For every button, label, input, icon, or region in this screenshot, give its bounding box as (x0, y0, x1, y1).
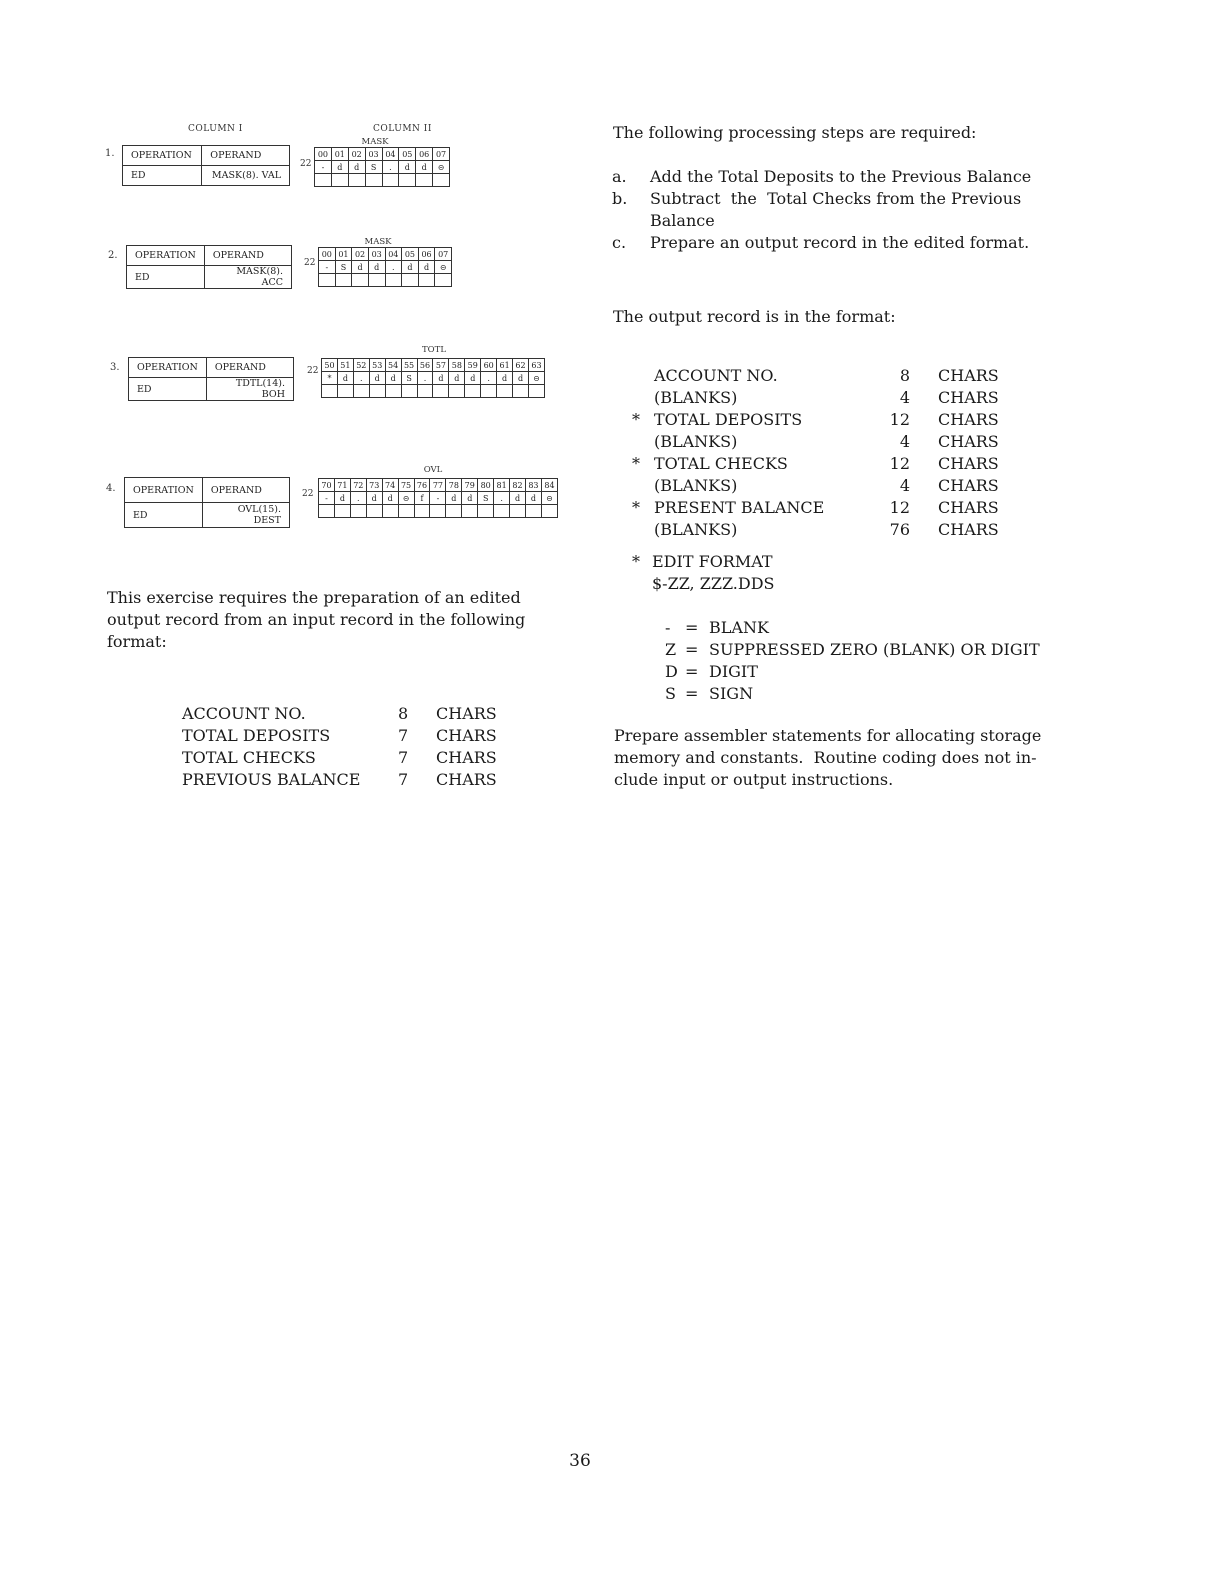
address-cell: 78 (446, 479, 462, 492)
address-cell: 05 (399, 148, 416, 161)
output-intro: The output record is in the format: (613, 307, 896, 326)
char-cell: d (334, 492, 350, 505)
legend-symbol: S (665, 684, 676, 703)
empty-cell (510, 505, 526, 518)
field-size: 7 (398, 726, 409, 745)
column-ii-header: COLUMN II (373, 124, 432, 134)
address-cell: 50 (322, 359, 338, 372)
empty-cell (334, 505, 350, 518)
empty-cell (478, 505, 494, 518)
address-cell: 07 (433, 148, 450, 161)
exercise-1-side-number: 22 (300, 159, 312, 169)
star-marker (632, 365, 654, 387)
steps-list (612, 166, 1072, 254)
address-cell: 56 (417, 359, 433, 372)
exercise-4-operation-table (124, 477, 290, 528)
empty-cell (414, 505, 430, 518)
field-unit: CHARS (436, 748, 497, 767)
address-cell: 05 (402, 248, 419, 261)
char-cell: ⊝ (528, 372, 544, 385)
operation-header: OPERATION (125, 478, 203, 503)
empty-cell (417, 385, 433, 398)
operation-header: OPERATION (123, 146, 202, 166)
char-cell: . (481, 372, 497, 385)
field-name: PREVIOUS BALANCE (182, 770, 361, 789)
field-name: ACCOUNT NO. (654, 366, 778, 385)
address-cell: 06 (418, 248, 435, 261)
star-marker: * (632, 552, 640, 571)
output-format-row (632, 387, 999, 409)
edit-format-pattern: $-ZZ, ZZZ.DDS (652, 574, 775, 593)
exercise-2-side-number: 22 (304, 258, 316, 268)
output-format-row (632, 497, 999, 519)
output-format-row (632, 453, 999, 475)
star-marker (632, 519, 654, 541)
empty-cell (462, 505, 478, 518)
address-cell: 70 (319, 479, 335, 492)
empty-cell (435, 274, 452, 287)
char-cell: ⊝ (541, 492, 557, 505)
char-cell: d (385, 372, 401, 385)
char-cell: . (417, 372, 433, 385)
exercise-3-grid-label: TOTL (422, 345, 446, 355)
description-line-2: output record from an input record in the following (107, 610, 526, 629)
empty-cell (352, 274, 369, 287)
char-cell: S (401, 372, 417, 385)
address-cell: 04 (382, 148, 399, 161)
operand-header: OPERAND (202, 146, 290, 166)
char-cell: d (446, 492, 462, 505)
address-cell: 04 (385, 248, 402, 261)
address-cell: 74 (382, 479, 398, 492)
char-cell: - (319, 261, 336, 274)
empty-cell (366, 505, 382, 518)
output-format-row (632, 409, 999, 431)
legend-symbol: - (665, 618, 671, 637)
address-cell: 59 (465, 359, 481, 372)
description-line-1: This exercise requires the preparation of an edited (107, 588, 521, 607)
empty-cell (382, 505, 398, 518)
star-marker: * (632, 454, 640, 473)
field-size: 12 (889, 410, 910, 429)
address-cell: 03 (365, 148, 382, 161)
address-cell: 63 (528, 359, 544, 372)
legend-symbol: D (665, 662, 678, 681)
legend-row (665, 617, 1040, 639)
operation-value: ED (129, 378, 207, 401)
legend (665, 617, 1040, 705)
field-unit: CHARS (938, 454, 999, 473)
field-unit: CHARS (436, 726, 497, 745)
operand-header: OPERAND (204, 246, 291, 266)
char-cell: d (433, 372, 449, 385)
empty-cell (416, 174, 433, 187)
field-name: ACCOUNT NO. (182, 704, 306, 723)
exercise-3-operation-table (128, 357, 294, 401)
closing-line-2: memory and constants. Routine coding does not in- (614, 748, 1037, 767)
field-name: (BLANKS) (654, 432, 738, 451)
star-marker: * (632, 410, 640, 429)
legend-equals: = (685, 618, 699, 637)
step-letter: b. (612, 189, 628, 208)
empty-cell (348, 174, 365, 187)
step-b-continued (612, 210, 1072, 232)
address-cell: 77 (430, 479, 446, 492)
empty-cell (399, 174, 416, 187)
char-cell: ⊝ (433, 161, 450, 174)
empty-cell (350, 505, 366, 518)
legend-row (665, 661, 1040, 683)
operation-value: ED (125, 503, 203, 528)
empty-cell (525, 505, 541, 518)
step-text: Prepare an output record in the edited format. (650, 233, 1030, 252)
output-format-row (632, 519, 999, 541)
address-cell: 82 (510, 479, 526, 492)
legend-equals: = (685, 662, 699, 681)
step-text: Subtract the Total Checks from the Previous (650, 189, 1022, 208)
field-name: (BLANKS) (654, 388, 738, 407)
exercise-4-grid (318, 478, 558, 518)
exercise-2-number: 2. (108, 250, 118, 261)
address-cell: 83 (525, 479, 541, 492)
exercise-4-side-number: 22 (302, 489, 314, 499)
char-cell: . (382, 161, 399, 174)
char-cell: . (494, 492, 510, 505)
field-size: 8 (899, 366, 910, 385)
address-cell: 84 (541, 479, 557, 492)
input-format-list (182, 703, 497, 791)
char-cell: - (315, 161, 332, 174)
address-cell: 60 (481, 359, 497, 372)
operand-value: MASK(8). ACC (204, 266, 291, 289)
char-cell: - (319, 492, 335, 505)
empty-cell (449, 385, 465, 398)
operation-header: OPERATION (127, 246, 205, 266)
legend-meaning: DIGIT (709, 662, 758, 681)
empty-cell (322, 385, 338, 398)
star-marker (632, 387, 654, 409)
address-cell: 75 (398, 479, 414, 492)
empty-cell (418, 274, 435, 287)
char-cell: d (416, 161, 433, 174)
empty-cell (398, 505, 414, 518)
empty-cell (433, 385, 449, 398)
exercise-1-grid (314, 147, 450, 187)
address-cell: 81 (494, 479, 510, 492)
legend-meaning: SIGN (709, 684, 754, 703)
field-name: (BLANKS) (654, 520, 738, 539)
exercise-description (107, 587, 567, 653)
address-cell: 00 (319, 248, 336, 261)
field-unit: CHARS (938, 410, 999, 429)
char-cell: d (352, 261, 369, 274)
operand-value: OVL(15). DEST (202, 503, 289, 528)
field-unit: CHARS (938, 476, 999, 495)
exercise-2-grid (318, 247, 452, 287)
star-marker (632, 431, 654, 453)
step-a (612, 166, 1072, 188)
edit-format (632, 551, 774, 595)
output-format-row (632, 475, 999, 497)
legend-equals: = (685, 684, 699, 703)
empty-cell (528, 385, 544, 398)
empty-cell (365, 174, 382, 187)
char-cell: S (365, 161, 382, 174)
step-c (612, 232, 1072, 254)
field-name: TOTAL DEPOSITS (182, 726, 331, 745)
field-unit: CHARS (938, 366, 999, 385)
empty-cell (433, 174, 450, 187)
empty-cell (335, 274, 352, 287)
address-cell: 01 (331, 148, 348, 161)
exercise-1-number: 1. (105, 148, 115, 159)
closing-line-1: Prepare assembler statements for allocating storage (614, 726, 1042, 745)
address-cell: 53 (369, 359, 385, 372)
empty-cell (368, 274, 385, 287)
empty-cell (385, 274, 402, 287)
empty-cell (353, 385, 369, 398)
description-line-3: format: (107, 632, 167, 651)
field-unit: CHARS (938, 432, 999, 451)
input-format-row (182, 725, 497, 747)
empty-cell (402, 274, 419, 287)
empty-cell (430, 505, 446, 518)
exercise-3-number: 3. (110, 362, 120, 373)
char-cell: d (510, 492, 526, 505)
step-text: Balance (650, 211, 715, 230)
char-cell: S (478, 492, 494, 505)
exercise-1-grid-label: MASK (361, 137, 389, 147)
edit-format-title: EDIT FORMAT (652, 552, 773, 571)
address-cell: 54 (385, 359, 401, 372)
address-cell: 61 (497, 359, 513, 372)
char-cell: ⊝ (398, 492, 414, 505)
input-format-row (182, 747, 497, 769)
char-cell: ⊝ (435, 261, 452, 274)
char-cell: d (369, 372, 385, 385)
operation-value: ED (123, 166, 202, 186)
page-number: 36 (569, 1451, 591, 1471)
address-cell: 03 (368, 248, 385, 261)
char-cell: d (337, 372, 353, 385)
field-size: 4 (899, 388, 910, 407)
empty-cell (315, 174, 332, 187)
input-format-row (182, 703, 497, 725)
address-cell: 58 (449, 359, 465, 372)
legend-meaning: SUPPRESSED ZERO (BLANK) OR DIGIT (709, 640, 1040, 659)
address-cell: 57 (433, 359, 449, 372)
field-size: 12 (889, 498, 910, 517)
empty-cell (337, 385, 353, 398)
char-cell: d (465, 372, 481, 385)
exercise-4-grid-label: OVL (423, 465, 443, 475)
char-cell: d (418, 261, 435, 274)
legend-symbol: Z (665, 640, 677, 659)
char-cell: d (348, 161, 365, 174)
step-text: Add the Total Deposits to the Previous Balance (650, 167, 1032, 186)
empty-cell (541, 505, 557, 518)
operand-header: OPERAND (202, 478, 289, 503)
empty-cell (401, 385, 417, 398)
empty-cell (331, 174, 348, 187)
field-unit: CHARS (938, 520, 999, 539)
field-unit: CHARS (436, 704, 497, 723)
operation-value: ED (127, 266, 205, 289)
legend-row (665, 683, 1040, 705)
address-cell: 01 (335, 248, 352, 261)
address-cell: 72 (350, 479, 366, 492)
field-unit: CHARS (436, 770, 497, 789)
char-cell: d (513, 372, 529, 385)
field-size: 4 (899, 432, 910, 451)
address-cell: 55 (401, 359, 417, 372)
output-format-list (632, 365, 999, 541)
field-name: TOTAL DEPOSITS (654, 410, 803, 429)
empty-cell (465, 385, 481, 398)
empty-cell (494, 505, 510, 518)
char-cell: f (414, 492, 430, 505)
char-cell: . (350, 492, 366, 505)
exercise-3-side-number: 22 (307, 366, 319, 376)
char-cell: d (449, 372, 465, 385)
step-letter: a. (612, 167, 627, 186)
star-marker: * (632, 498, 640, 517)
exercise-2-operation-table (126, 245, 292, 289)
address-cell: 71 (334, 479, 350, 492)
char-cell: . (385, 261, 402, 274)
field-unit: CHARS (938, 498, 999, 517)
char-cell: d (399, 161, 416, 174)
legend-meaning: BLANK (709, 618, 769, 637)
empty-cell (319, 274, 336, 287)
address-cell: 02 (352, 248, 369, 261)
char-cell: d (331, 161, 348, 174)
address-cell: 51 (337, 359, 353, 372)
field-size: 7 (398, 748, 409, 767)
step-letter: c. (612, 233, 627, 252)
steps-intro: The following processing steps are required: (613, 123, 977, 142)
empty-cell (385, 385, 401, 398)
field-size: 8 (398, 704, 409, 723)
operand-value: TDTL(14). BOH (206, 378, 293, 401)
field-name: (BLANKS) (654, 476, 738, 495)
field-size: 4 (899, 476, 910, 495)
address-cell: 02 (348, 148, 365, 161)
char-cell: . (353, 372, 369, 385)
empty-cell (382, 174, 399, 187)
char-cell: - (430, 492, 446, 505)
empty-cell (513, 385, 529, 398)
address-cell: 00 (315, 148, 332, 161)
char-cell: * (322, 372, 338, 385)
field-size: 76 (889, 520, 910, 539)
address-cell: 07 (435, 248, 452, 261)
column-i-header: COLUMN I (188, 124, 243, 134)
field-size: 12 (889, 454, 910, 473)
step-b (612, 188, 1072, 210)
address-cell: 73 (366, 479, 382, 492)
legend-row (665, 639, 1040, 661)
address-cell: 80 (478, 479, 494, 492)
star-marker (632, 475, 654, 497)
address-cell: 52 (353, 359, 369, 372)
exercise-3-grid (321, 358, 545, 398)
input-format-row (182, 769, 497, 791)
empty-cell (319, 505, 335, 518)
field-name: TOTAL CHECKS (654, 454, 788, 473)
closing-paragraph (614, 725, 1074, 791)
exercise-4-number: 4. (106, 483, 116, 494)
address-cell: 06 (416, 148, 433, 161)
output-format-row (632, 431, 999, 453)
char-cell: d (402, 261, 419, 274)
char-cell: d (366, 492, 382, 505)
closing-line-3: clude input or output instructions. (614, 770, 894, 789)
address-cell: 62 (513, 359, 529, 372)
exercise-2-grid-label: MASK (364, 237, 392, 247)
empty-cell (446, 505, 462, 518)
operation-header: OPERATION (129, 358, 207, 378)
char-cell: d (462, 492, 478, 505)
operand-header: OPERAND (206, 358, 293, 378)
char-cell: S (335, 261, 352, 274)
empty-cell (369, 385, 385, 398)
empty-cell (497, 385, 513, 398)
field-size: 7 (398, 770, 409, 789)
output-format-row (632, 365, 999, 387)
char-cell: d (382, 492, 398, 505)
char-cell: d (525, 492, 541, 505)
legend-equals: = (685, 640, 699, 659)
field-name: PRESENT BALANCE (654, 498, 825, 517)
field-name: TOTAL CHECKS (182, 748, 316, 767)
field-unit: CHARS (938, 388, 999, 407)
empty-cell (481, 385, 497, 398)
operand-value: MASK(8). VAL (202, 166, 290, 186)
address-cell: 79 (462, 479, 478, 492)
address-cell: 76 (414, 479, 430, 492)
exercise-1-operation-table (122, 145, 290, 186)
char-cell: d (368, 261, 385, 274)
char-cell: d (497, 372, 513, 385)
